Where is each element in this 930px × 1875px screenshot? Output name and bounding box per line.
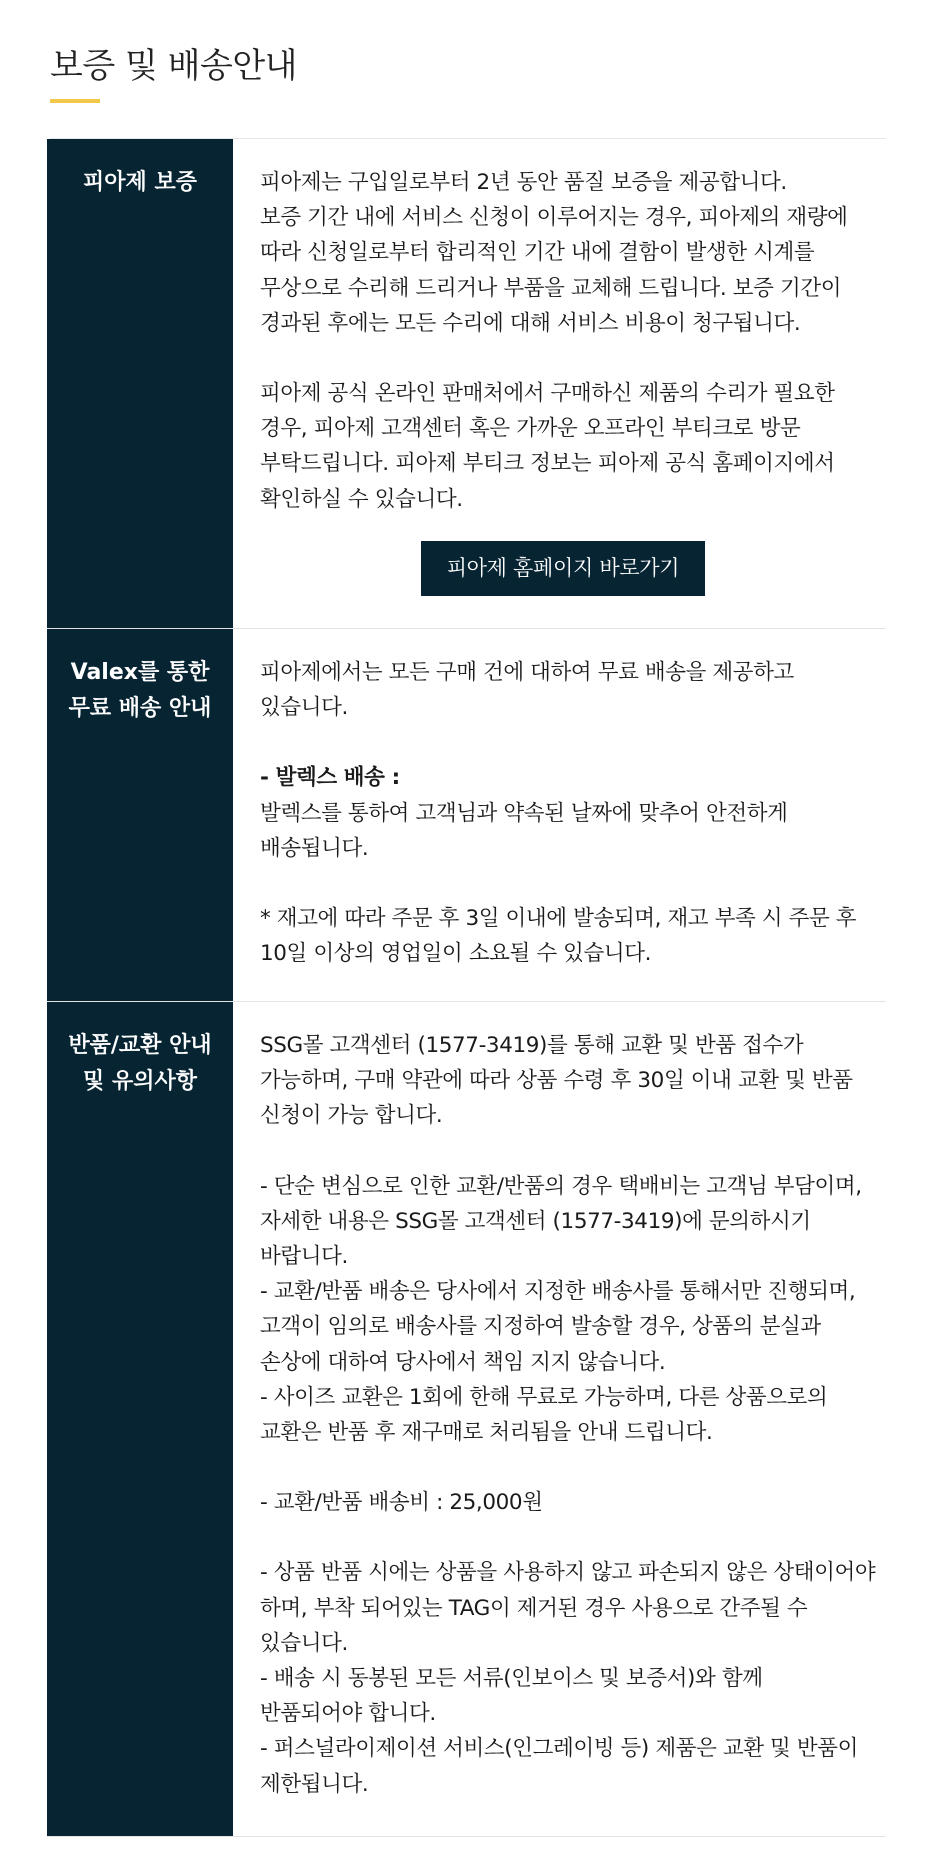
shipping-row (47, 629, 886, 1002)
returns-content (233, 1002, 886, 1836)
title-underline (50, 99, 100, 103)
returns-paragraph: - 상품 반품 시에는 상품을 사용하지 않고 파손되지 않은 상태이어야 하며, 부착 되어있는 TAG이 제거된 경우 사용으로 간주될 수 있습니다. - 배송 시 동봉된 모든 서류(인보이스 및 보증서)와 함께 반품되어야 합니다. - 퍼스널라이제이션 서비스(인그레이빙 등) 제품은 교환 및 반품이 제한됩니다. (260, 1560, 876, 1797)
warranty-heading (47, 139, 233, 628)
shipping-method (260, 760, 886, 866)
shipping-heading (47, 629, 233, 1001)
returns-heading-line: 및 유의사항 (83, 1069, 197, 1094)
button-wrapper (260, 541, 886, 596)
warranty-content (233, 139, 886, 628)
warranty-paragraph: 피아제 공식 온라인 판매처에서 구매하신 제품의 수리가 필요한 경우, 피아제 고객센터 혹은 가까운 오프라인 부티크로 방문 부탁드립니다. 피아제 부티크 정보는 피아제 공식 홈페이지에서 확인하실 수 있습니다. (260, 381, 835, 512)
warranty-heading-line: 피아제 보증 (83, 170, 197, 195)
page-title: 보증 및 배송안내 (50, 46, 298, 86)
returns-heading-line: 반품/교환 안내 (68, 1033, 212, 1058)
returns-heading (47, 1002, 233, 1836)
shipping-method-title: - 발렉스 배송 : (260, 765, 400, 791)
returns-row (47, 1002, 886, 1837)
shipping-note: * 재고에 따라 주문 후 3일 이내에 발송되며, 재고 부족 시 주문 후 10일 이상의 영업일이 소요될 수 있습니다. (260, 906, 857, 967)
shipping-intro: 피아제에서는 모든 구매 건에 대하여 무료 배송을 제공하고 있습니다. (260, 660, 794, 721)
returns-paragraph: - 단순 변심으로 인한 교환/반품의 경우 택배비는 고객님 부담이며, 자세한 내용은 SSG몰 고객센터 (1577-3419)에 문의하시기 바랍니다. - 교환/반품 배송은 당사에서 지정한 배송사를 통해서만 진행되며, 고객이 임의로 배송사를 지정하여 발송할 경우, 상품의 분실과 손상에 대하여 당사에서 책임 지지 않습니다. - 사이즈 교환은 1회에 한해 무료로 가능하며, 다른 상품으로의 교환은 반품 후 재구매로 처리됨을 안내 드립니다. (260, 1173, 862, 1446)
warranty-row (47, 139, 886, 629)
shipping-heading-line: 무료 배송 안내 (68, 696, 212, 721)
returns-paragraph: SSG몰 고객센터 (1577-3419)를 통해 교환 및 반품 접수가 가능하며, 구매 약관에 따라 상품 수령 후 30일 이내 교환 및 반품 신청이 가능 합니다. (260, 1033, 853, 1129)
warranty-paragraph: 피아제는 구입일로부터 2년 동안 품질 보증을 제공합니다. 보증 기간 내에 서비스 신청이 이루어지는 경우, 피아제의 재량에 따라 신청일로부터 합리적인 기간 내에 결함이 발생한 시계를 무상으로 수리해 드리거나 부품을 교체해 드립니다. 보증 기간이 경과된 후에는 모든 수리에 대해 서비스 비용이 청구됩니다. (260, 170, 848, 336)
shipping-method-text: 발렉스를 통하여 고객님과 약속된 날짜에 맞추어 안전하게 배송됩니다. (260, 800, 788, 861)
info-table (47, 139, 886, 1837)
returns-paragraph: - 교환/반품 배송비 : 25,000원 (260, 1490, 543, 1516)
shipping-heading-line: Valex를 통한 (70, 660, 210, 685)
shipping-content (233, 629, 886, 1001)
piaget-homepage-button[interactable]: 피아제 홈페이지 바로가기 (421, 541, 706, 596)
